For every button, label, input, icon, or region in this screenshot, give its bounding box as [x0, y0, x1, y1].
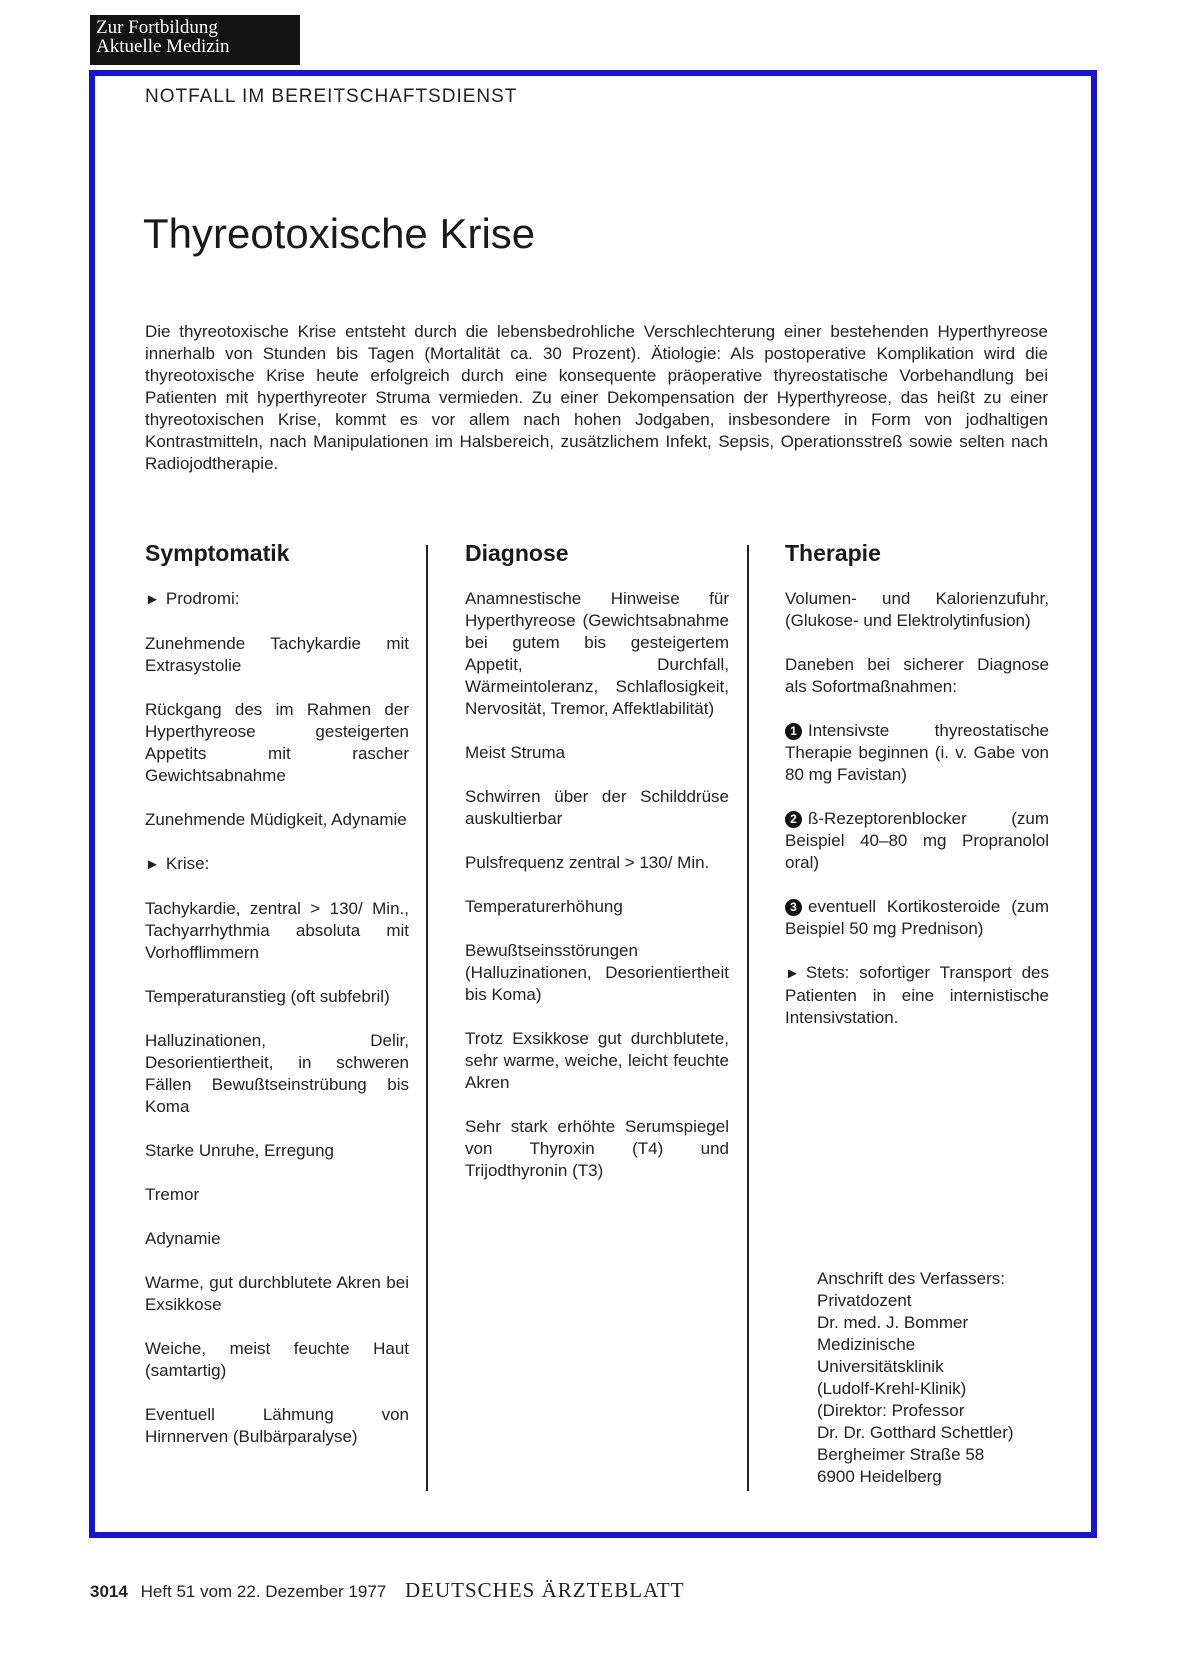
diagnose-item: Meist Struma: [465, 743, 566, 762]
symptom-item: Starke Unruhe, Erregung: [145, 1141, 334, 1160]
diagnose-item: Sehr stark erhöhte Serumspiegel von Thyroxin (T4) und Trijodthyronin (T3): [465, 1117, 729, 1180]
page-footer: [90, 1578, 685, 1603]
address-line: 6900 Heidelberg: [817, 1467, 942, 1486]
diagnose-item: Anamnestische Hinweise für Hyperthyreose (Gewichtsabnahme bei gutem bis gesteigertem Appetit, Durchfall, Wärmeintoleranz, Schlaflosigkeit, Nervosität, Tremor, Affektlabilität): [465, 589, 729, 718]
symptom-item: Eventuell Lähmung von Hirnnerven (Bulbärparalyse): [145, 1405, 409, 1446]
diagnose-item: Temperaturerhöhung: [465, 897, 623, 916]
therapie-item: Daneben bei sicherer Diagnose als Sofortmaßnahmen:: [785, 655, 1049, 696]
address-line: (Direktor: Professor: [817, 1401, 965, 1420]
symptom-item: Halluzinationen, Delir, Desorientiertheit, in schweren Fällen Bewußtseinstrübung bis Koma: [145, 1031, 409, 1116]
author-address: [817, 1268, 1077, 1488]
subheading-krise: ► Krise:: [145, 853, 409, 876]
address-line: Privatdozent: [817, 1291, 912, 1310]
address-line: Bergheimer Straße 58: [817, 1445, 985, 1464]
therapie-step-1: 1 Intensivste thyreostatische Therapie beginnen (i. v. Gabe von 80 mg Favistan): [785, 721, 1049, 784]
symptom-item: Tremor: [145, 1185, 200, 1204]
column-therapie: [785, 540, 1049, 1051]
symptom-item: Weiche, meist feuchte Haut (samtartig): [145, 1339, 409, 1380]
address-line: (Ludolf-Krehl-Klinik): [817, 1379, 967, 1398]
address-line: Anschrift des Verfassers:: [817, 1269, 1006, 1288]
column-divider: [426, 545, 428, 1491]
triangle-arrow-icon: ►: [145, 856, 160, 873]
therapie-step-2: 2 ß-Rezeptorenblocker (zum Beispiel 40–80 mg Propranolol oral): [785, 809, 1049, 872]
column-diagnose: [465, 540, 729, 1204]
therapie-step-3: 3 eventuell Kortikosteroide (zum Beispiel 50 mg Prednison): [785, 897, 1049, 938]
symptom-item: Zunehmende Tachykardie mit Extrasystolie: [145, 634, 409, 675]
journal-name: DEUTSCHES ÄRZTEBLATT: [404, 1578, 685, 1602]
address-line: Dr. Dr. Gotthard Schettler): [817, 1423, 1014, 1442]
number-3-icon: 3: [785, 899, 802, 916]
rubric: NOTFALL IM BEREITSCHAFTSDIENST: [145, 86, 518, 107]
address-line: Universitätsklinik: [817, 1357, 944, 1376]
subheading-prodromi: ► Prodromi:: [145, 588, 409, 611]
therapie-item: Volumen- und Kalorienzufuhr, (Glukose- und Elektrolytinfusion): [785, 589, 1049, 630]
heading-therapie: Therapie: [785, 540, 881, 566]
diagnose-item: Pulsfrequenz zentral > 130/ Min.: [465, 853, 710, 872]
address-line: Medizinische: [817, 1335, 916, 1354]
symptom-item: Tachykardie, zentral > 130/ Min., Tachyarrhythmia absoluta mit Vorhofflimmern: [145, 899, 409, 962]
intro-paragraph: Die thyreotoxische Krise entsteht durch die lebensbedrohliche Verschlechterung einer bestehenden Hyperthyreose innerhalb von Stunden bis Tagen (Mortalität ca. 30 Prozent). Ätiologie: Als postoperative Komplikation wird die thyreotoxische Krise heute erfolgreich durch eine konsequente präoperative thyreostatische Vorbehandlung bei Patienten mit hyperthyreoter Struma vermieden. Zu einer Dekompensation der Hyperthyreose, das heißt zu einer thyreotoxischen Krise, kommt es vor allem nach hohen Jodgaben, insbesondere in Form von jodhaltigen Kontrastmitteln, nach Manipulationen im Halsbereich, zusätzlichem Infekt, Sepsis, Operationsstreß sowie selten nach Radiojodtherapie.: [145, 322, 1048, 473]
symptom-item: Zunehmende Müdigkeit, Adynamie: [145, 810, 407, 829]
triangle-arrow-icon: ►: [785, 965, 800, 982]
heading-diagnose: Diagnose: [465, 540, 569, 566]
heading-symptomatik: Symptomatik: [145, 540, 290, 566]
issue-info: Heft 51 vom 22. Dezember 1977: [140, 1582, 387, 1601]
address-line: Dr. med. J. Bommer: [817, 1313, 969, 1332]
triangle-arrow-icon: ►: [145, 591, 160, 608]
therapie-stets: ► Stets: sofortiger Transport des Patienten in eine internistische Intensivstation.: [785, 963, 1049, 1027]
column-symptomatik: [145, 540, 409, 1470]
column-divider: [747, 545, 749, 1491]
number-2-icon: 2: [785, 811, 802, 828]
symptom-item: Temperaturanstieg (oft subfebril): [145, 987, 390, 1006]
number-1-icon: 1: [785, 723, 802, 740]
section-label-line2: Aktuelle Medizin: [96, 36, 230, 57]
diagnose-item: Schwirren über der Schilddrüse auskultierbar: [465, 787, 729, 828]
section-label: [90, 15, 300, 65]
section-label-line1: Zur Fortbildung: [96, 17, 218, 38]
page-number: 3014: [90, 1582, 128, 1601]
symptom-item: Warme, gut durchblutete Akren bei Exsikkose: [145, 1273, 409, 1314]
diagnose-item: Bewußtseinsstörungen (Halluzinationen, Desorientiertheit bis Koma): [465, 941, 729, 1004]
diagnose-item: Trotz Exsikkose gut durchblutete, sehr warme, weiche, leicht feuchte Akren: [465, 1029, 729, 1092]
article-title: Thyreotoxische Krise: [143, 210, 536, 257]
symptom-item: Adynamie: [145, 1229, 221, 1248]
symptom-item: Rückgang des im Rahmen der Hyperthyreose gesteigerten Appetits mit rascher Gewichtsabnahme: [145, 700, 409, 785]
